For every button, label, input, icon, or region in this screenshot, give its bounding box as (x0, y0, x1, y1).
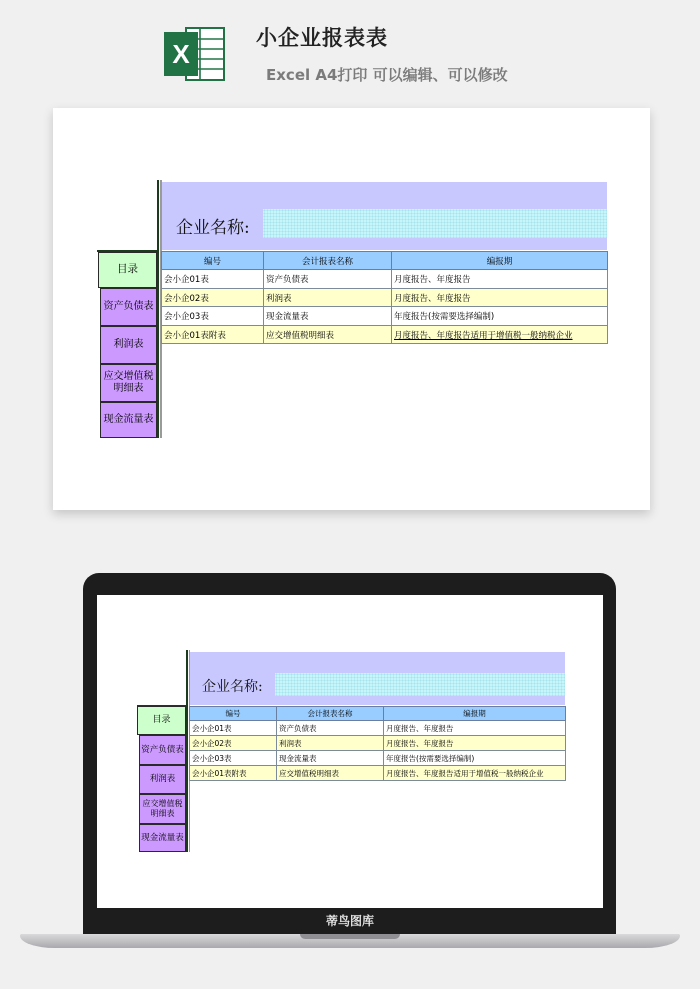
cell-report-name: 现金流量表 (264, 307, 392, 326)
cell-report-name: 利润表 (277, 736, 384, 751)
cell-period: 月度报告、年度报告 (384, 736, 566, 751)
sheet-divider-line (186, 650, 188, 852)
column-header-period: 编报期 (384, 707, 566, 721)
column-header-period: 编报期 (392, 252, 608, 270)
nav-tab-income-statement[interactable]: 利润表 (139, 765, 186, 794)
cell-code: 会小企02表 (162, 289, 264, 307)
page-title: 小企业报表表 (256, 26, 388, 50)
cell-code: 会小企03表 (190, 751, 277, 766)
cell-report-name: 现金流量表 (277, 751, 384, 766)
cell-report-name: 应交增值税明细表 (277, 766, 384, 781)
nav-tab-cash-flow[interactable]: 现金流量表 (139, 824, 186, 852)
table-row[interactable] (190, 751, 566, 766)
table-row[interactable] (162, 289, 608, 307)
column-header-code: 编号 (190, 707, 277, 721)
cell-code: 会小企02表 (190, 736, 277, 751)
cell-code: 会小企01表附表 (162, 326, 264, 344)
table-row[interactable] (162, 307, 608, 326)
cell-period: 月度报告、年度报告 (392, 270, 608, 289)
cell-period: 月度报告、年度报告适用于增值税一般纳税企业 (392, 326, 608, 344)
table-row[interactable] (190, 736, 566, 751)
nav-tab-contents[interactable]: 目录 (137, 706, 186, 735)
cell-report-name: 资产负债表 (264, 270, 392, 289)
cell-period: 月度报告、年度报告 (384, 721, 566, 736)
cell-code: 会小企01表 (162, 270, 264, 289)
cell-code: 会小企01表 (190, 721, 277, 736)
table-row[interactable] (190, 766, 566, 781)
company-name-label: 企业名称: (202, 679, 263, 695)
cell-report-name: 应交增值税明细表 (264, 326, 392, 344)
nav-tab-contents[interactable]: 目录 (98, 252, 157, 288)
laptop-notch (300, 934, 400, 939)
cell-code: 会小企01表附表 (190, 766, 277, 781)
cell-period: 月度报告、年度报告适用于增值税一般纳税企业 (384, 766, 566, 781)
cell-report-name: 利润表 (264, 289, 392, 307)
sheet-divider-line (157, 180, 159, 438)
column-header-code: 编号 (162, 252, 264, 270)
table-row[interactable] (162, 270, 608, 289)
excel-logo-letter: X (172, 39, 190, 69)
report-index-table (161, 251, 608, 344)
cell-report-name: 资产负债表 (277, 721, 384, 736)
nav-tab-vat-details[interactable]: 应交增值税明细表 (139, 794, 186, 824)
page-subtitle: Excel A4打印 可以编辑、可以修改 (266, 66, 508, 84)
company-name-input[interactable] (263, 209, 607, 238)
cell-period: 月度报告、年度报告 (392, 289, 608, 307)
cell-period: 年度报告(按需要选择编制) (392, 307, 608, 326)
laptop-brand-label: 蒂鸟图库 (325, 914, 374, 928)
company-name-label: 企业名称: (176, 218, 250, 238)
nav-tab-vat-details[interactable]: 应交增值税明细表 (100, 364, 157, 402)
column-header-report-name: 会计报表名称 (277, 707, 384, 721)
table-row[interactable] (162, 326, 608, 344)
cell-code: 会小企03表 (162, 307, 264, 326)
company-name-input[interactable] (275, 673, 565, 696)
table-row[interactable] (190, 721, 566, 736)
report-index-table (189, 706, 566, 781)
nav-tab-balance-sheet[interactable]: 资产负债表 (100, 288, 157, 326)
nav-tab-income-statement[interactable]: 利润表 (100, 326, 157, 364)
column-header-report-name: 会计报表名称 (264, 252, 392, 270)
cell-period: 年度报告(按需要选择编制) (384, 751, 566, 766)
nav-tab-cash-flow[interactable]: 现金流量表 (100, 402, 157, 438)
nav-tab-balance-sheet[interactable]: 资产负债表 (139, 735, 186, 765)
excel-icon (164, 22, 226, 86)
